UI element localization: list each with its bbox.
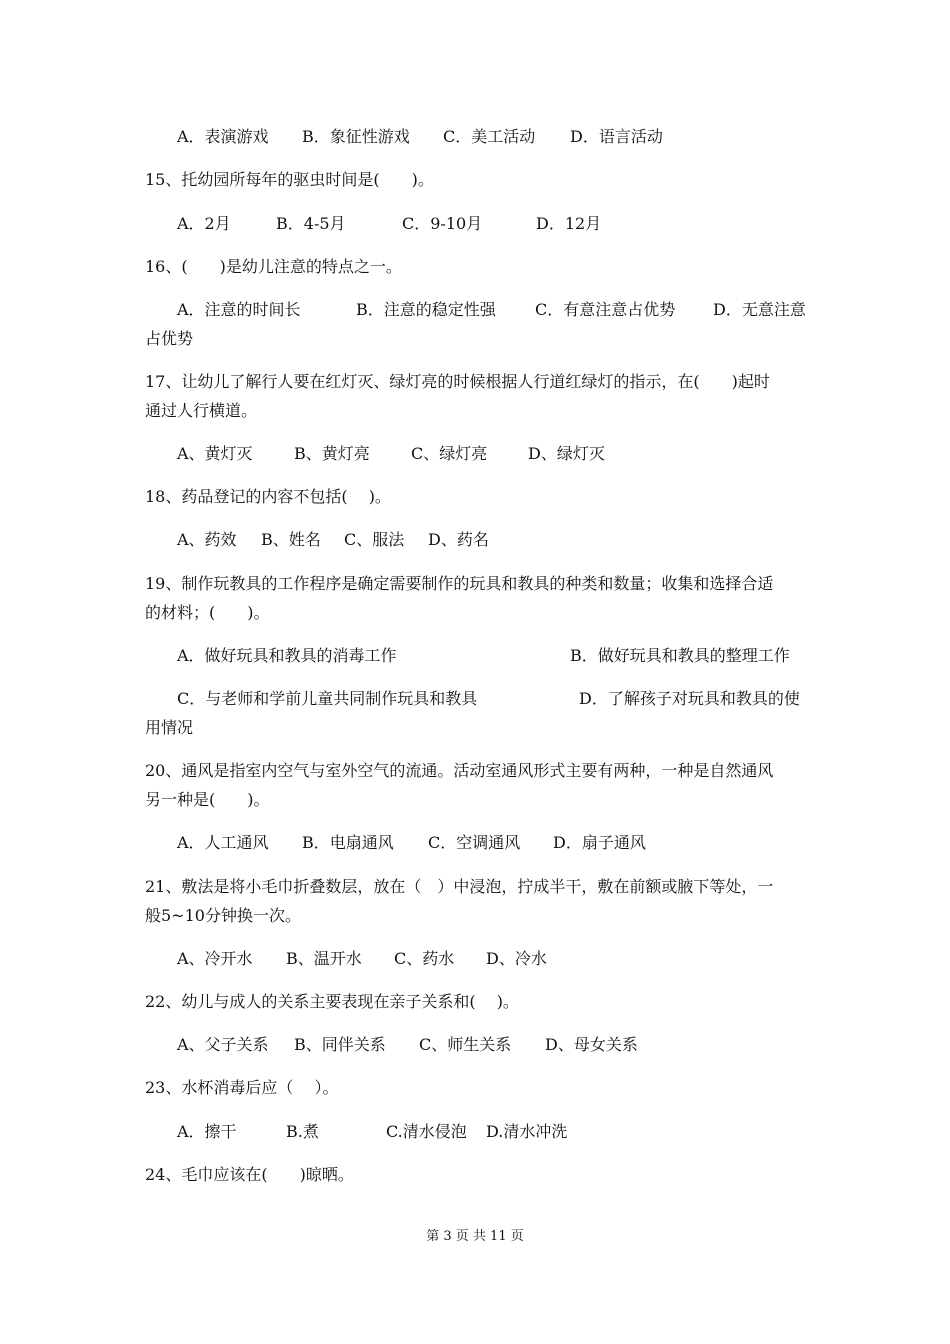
option-c: C．有意注意占优势 [535,300,676,319]
option-b: B、姓名 [261,530,321,549]
question-22: 22、幼儿与成人的关系主要表现在亲子关系和( )。 [145,992,519,1011]
option-c: C、师生关系 [419,1035,512,1054]
option-a: A、药效 [177,530,237,549]
option-continuation: 用情况 [145,718,194,737]
option-d: D、药名 [428,530,489,549]
question-24: 24、毛巾应该在( )晾晒。 [145,1165,354,1184]
option-a: A．表演游戏 [177,127,269,146]
option-d: D．了解孩子对玩具和教具的使 [579,689,800,708]
option-a: A．人工通风 [177,833,269,852]
option-a: A．擦干 [177,1122,237,1141]
option-d: D.清水冲洗 [486,1122,568,1141]
question-17-line-2: 通过人行横道。 [145,401,258,420]
question-19-line-1: 19、制作玩教具的工作程序是确定需要制作的玩具和教具的种类和数量；收集和选择合适 [145,574,774,593]
question-15: 15、托幼园所每年的驱虫时间是( )。 [145,170,434,189]
page-number-footer: 第 3 页 共 11 页 [426,1229,524,1244]
option-b: B、温开水 [286,949,362,968]
option-d: D．语言活动 [570,127,663,146]
question-21-line-2: 般5~10分钟换一次。 [145,906,301,925]
question-18: 18、药品登记的内容不包括( )。 [145,487,391,506]
option-b: B、同伴关系 [294,1035,386,1054]
question-21-line-1: 21、敷法是将小毛巾折叠数层，放在（ ）中浸泡，拧成半干，敷在前额或腋下等处，一 [145,877,774,896]
option-a: A、父子关系 [177,1035,269,1054]
option-a: A．做好玩具和教具的消毒工作 [177,646,397,665]
question-20-line-2: 另一种是( )。 [145,790,270,809]
question-19-line-2: 的材料；( )。 [145,603,270,622]
option-b: B．4-5月 [276,214,346,233]
option-b: B．做好玩具和教具的整理工作 [570,646,790,665]
option-d: D．扇子通风 [553,833,646,852]
option-c: C．空调通风 [428,833,521,852]
option-continuation: 占优势 [145,329,194,348]
option-c: C．9-10月 [402,214,483,233]
option-b: B.煮 [286,1122,319,1141]
option-d: D、冷水 [486,949,547,968]
option-b: B．电扇通风 [302,833,394,852]
option-b: B、黄灯亮 [294,444,370,463]
question-17-line-1: 17、让幼儿了解行人要在红灯灭、绿灯亮的时候根据人行道红绿灯的指示，在( )起时 [145,372,770,391]
option-a: A、黄灯灭 [177,444,253,463]
option-a: A．2月 [177,214,231,233]
option-c: C、绿灯亮 [411,444,488,463]
option-b: B．象征性游戏 [302,127,410,146]
question-20-line-1: 20、通风是指室内空气与室外空气的流通。活动室通风形式主要有两种，一种是自然通风 [145,761,774,780]
option-c: C.清水侵泡 [386,1122,467,1141]
option-c: C．美工活动 [443,127,536,146]
option-d: D、母女关系 [545,1035,638,1054]
option-c: C．与老师和学前儿童共同制作玩具和教具 [177,689,478,708]
option-c: C、服法 [344,530,405,549]
question-23: 23、水杯消毒后应（ ）。 [145,1078,339,1097]
question-16: 16、( )是幼儿注意的特点之一。 [145,257,402,276]
option-b: B．注意的稳定性强 [356,300,496,319]
option-d: D．无意注意 [713,300,806,319]
option-d: D．12月 [536,214,602,233]
option-a: A、冷开水 [177,949,253,968]
option-a: A．注意的时间长 [177,300,301,319]
option-d: D、绿灯灭 [528,444,605,463]
option-c: C、药水 [394,949,455,968]
